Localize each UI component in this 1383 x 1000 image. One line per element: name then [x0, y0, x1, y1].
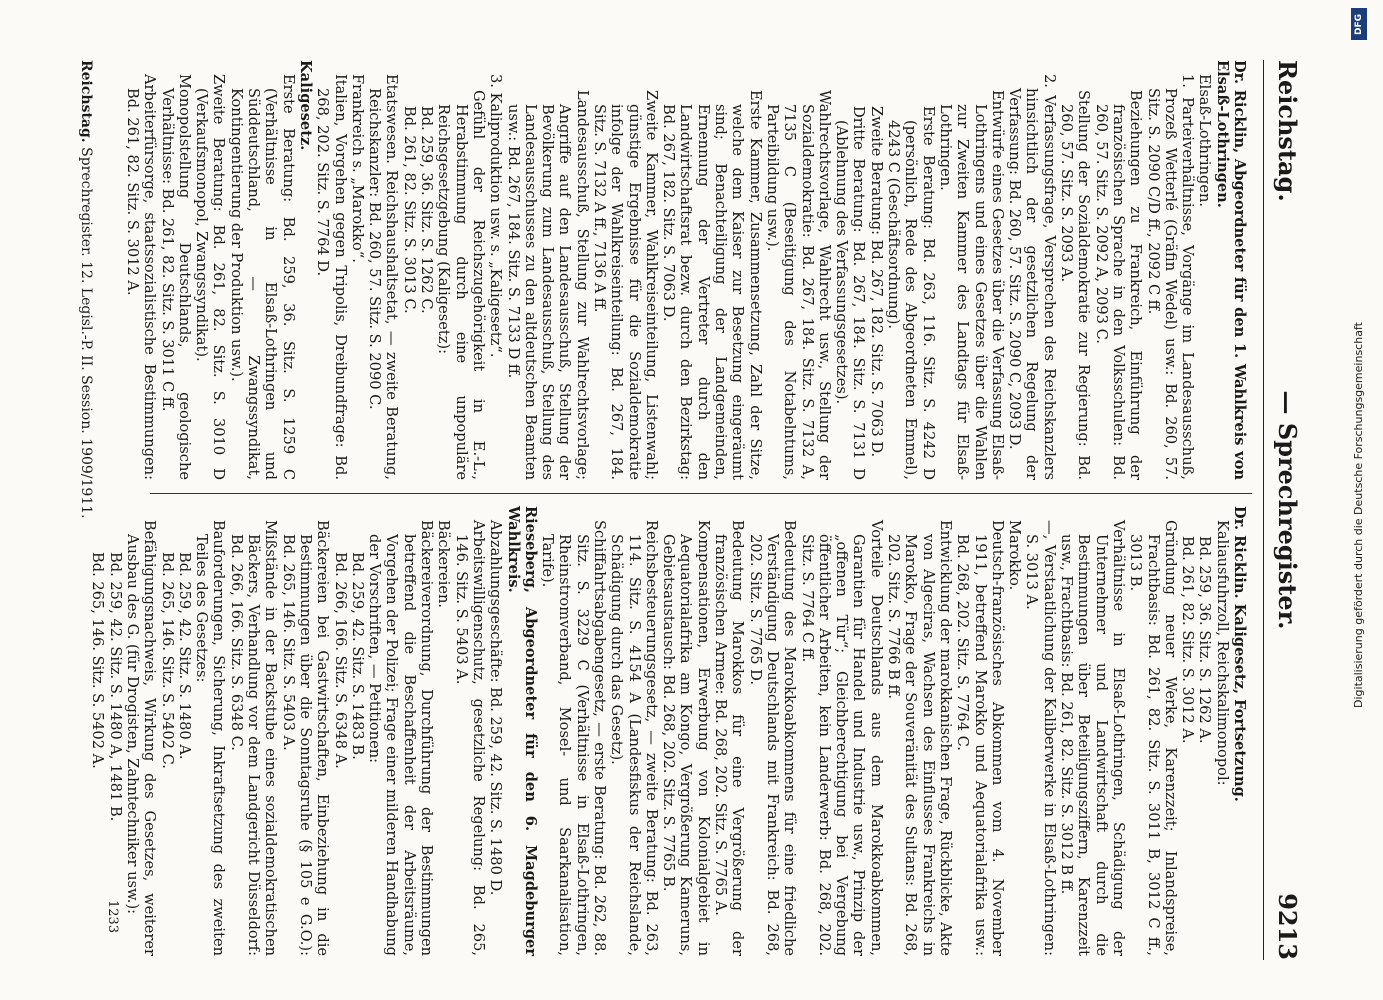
- register-entry: Reichsbesteuerungsgesetz, — zweite Beratung: Bd. 263, 114. Sitz. S. 4154 A (Landesfiskus der Reichslande, Schädigung durch das Gesetz).: [608, 520, 660, 956]
- register-entry: Bd. 265, 146. Sitz. S. 5402 C.: [158, 552, 176, 769]
- register-entry: Gründung neuer Werke, Karenzzeit; Inlandspreise, Frachtbasis: Bd. 261, 82. Sitz. S. 3011 B, 3012 C ff., 3013 B.: [1127, 520, 1179, 956]
- header-center: — Sprechregister.: [1273, 390, 1302, 630]
- register-entry: Erste Kammer, Zusammensetzung, Zahl der Sitze, welche dem Kaiser zur Besetzung eingeräumt sind; Benachteiligung der Landgemeinden, Ernennung der Vertreter durch den Landwirtschaftsrat bezw. durch den Bezirkstag: Bd. 267, 182. Sitz. S. 7063 D.: [660, 90, 764, 480]
- register-entry: Bd. 259, 36. Sitz. S. 1262 C.: [418, 106, 436, 314]
- register-entry: Italien, Vorgehen gegen Tripolis, Dreibundfrage: Bd. 268, 202. Sitz. S. 7764 D.: [314, 74, 349, 480]
- register-entry: Bd. 265, 146. Sitz. S. 5402 A.: [89, 552, 107, 769]
- register-entry: Bäckereiverordnung, Durchführung der Bestimmungen betreffend die Beschaffenheit der Arbeitsräume, Vorgehen der Polizei; Frage einer milderen Handhabung der Vorschriften, — Petitionen:: [366, 520, 436, 956]
- register-entry: Wahlrechtsvorlage, Wahlrecht usw., Stellung der Sozialdemokratie: Bd. 267, 184. Sitz. S. 7132 A, 7135 C (Beseitigung des Notabelntums, Parteibildung usw.).: [763, 90, 833, 480]
- register-entry: Monopolstellung Deutschlands, geologische Verhältnisse: Bd. 261, 82. Sitz. S. 3011 C ff.: [158, 74, 193, 480]
- footer-text: Sprechregister. 12. Legisl.-P. II. Session. 1909/1911.: [78, 147, 94, 519]
- register-entry: 1. Parteiverhältnisse, Vorgänge im Landesausschuß, Prozeß Wetterlé (Gräfin Wedel) usw.: Bd. 260, 57. Sitz. S. 2090 C/D ff., 2092 C ff.: [1144, 74, 1197, 480]
- register-entry: Bauforderungen, Sicherung, Inkraftsetzung des zweiten Teiles des Gesetzes:: [193, 520, 228, 956]
- page-header: [1262, 60, 1302, 960]
- register-entry: Bd. 266, 166. Sitz. S. 6348 A.: [331, 552, 349, 769]
- register-entry: Zweite Beratung: Bd. 261, 82. Sitz. S. 3010 D (Verkaufsmonopol, Zwangssyndikat).: [193, 74, 228, 480]
- register-entry: Entwicklung der marokkanischen Frage, Rückblicke, Akte von Algeciras, Wachsen des Einflusses Frankreichs in Marokko, Frage der Souveränität des Sultans: Bd. 268, 202. Sitz. S. 7766 B ff.: [885, 520, 954, 956]
- register-entry: Stellung der Sozialdemokratie zur Regierung: Bd. 260, 57. Sitz. S. 2093 A.: [1058, 90, 1093, 480]
- register-entry: Kaligesetz.: [296, 60, 314, 151]
- register-entry: Bd. 259, 42. Sitz. S. 1480 A.: [175, 552, 193, 760]
- register-entry: Beziehungen zu Frankreich, Einführung der französischen Sprache in den Volksschulen: Bd. 260, 57. Sitz. S. 2092 A, 2093 C.: [1092, 90, 1145, 480]
- register-entry: Abzahlungsgeschäfte: Bd. 259, 42. Sitz. S. 1480 D.: [487, 520, 505, 896]
- digitization-stamp: [1343, 0, 1383, 1000]
- register-entry: Arbeiterfürsorge, staatssozialistische Bestimmungen: Bd. 261, 82. Sitz. S. 3012 A.: [124, 74, 159, 480]
- register-entry: Rieseberg, Abgeordneter für den 6. Magdeburger Wahlkreis.: [504, 506, 539, 956]
- header-page-number: 9213: [1273, 893, 1302, 960]
- register-entry: Marokko.: [1006, 520, 1024, 591]
- register-entry: Bd. 259, 36. Sitz. S. 1262 A.: [1196, 536, 1214, 744]
- register-entry: Bäckereien.: [435, 520, 453, 609]
- register-entry: Etatswesen. Reichshaushaltsetat, — zweite Beratung, Reichskanzler: Bd. 260, 57. Sitz. S. 2090 C.: [366, 74, 401, 480]
- register-entry: Bedeutung des Marokkoabkommens für eine friedliche Verständigung Deutschlands mit Frankreich: Bd. 268, 202. Sitz. S. 7765 D.: [746, 520, 799, 956]
- register-entry: 2. Verfassungsfrage, Versprechen des Reichskanzlers hinsichtlich der gesetzlichen Regelung der Verfassung: Bd. 260, 57. Sitz. S. 2090 C, 2093 D.: [1006, 74, 1058, 480]
- right-column: [89, 506, 1248, 956]
- register-entry: Entwürfe eines Gesetzes über die Verfassung Elsaß-Lothringens und eines Gesetzes über die Wahlen zur Zweiten Kammer des Landtags für Elsaß-Lothringen.: [936, 90, 1006, 480]
- register-entry: Befähigungsnachweis, Wirkung des Gesetzes, weiterer Ausbau des G. (für Drogisten, Zahntechniker usw.):: [124, 520, 159, 956]
- register-entry: Verhältnisse in Elsaß-Lothringen, Schädigung der Unternehmer und Landwirtschaft durch die Bestimmungen über Beteiligungsziffern, Karenzzeit usw., Frachtbasis: Bd. 261, 82. Sitz. S. 3012 B ff.: [1058, 520, 1127, 956]
- register-entry: Erste Beratung: Bd. 263, 116. Sitz. S. 4242 D (persönlich, Rede des Abgeordneten Emmel), 4243 C (Geschäftsordnung).: [885, 106, 937, 480]
- register-entry: Dr. Ricklin. Kaligesetz, Fortsetzung.: [1231, 506, 1248, 802]
- register-entry: Bd. 261, 82. Sitz. S. 3012 A.: [1179, 536, 1197, 744]
- register-entry: Schiffahrtsabgabengesetz, — erste Beratung: Bd. 262, 88. Sitz. S. 3229 C (Verhältnisse in Elsaß-Lothringen, Rheinstromverband, Mosel- und Saarkanalisation, Tarife).: [539, 520, 609, 956]
- register-entry: Bd. 259, 42. Sitz. S. 1483 B.: [348, 552, 366, 760]
- register-entry: Bäckereien bei Gastwirtschaften, Einbeziehung in die Bestimmungen über die Sonntagsruhe (§ 105 e G.O.): Bd. 265, 146. Sitz. S. 5403 A.: [279, 520, 332, 956]
- register-entry: Bd. 261, 82. Sitz. S. 3013 C.: [400, 106, 418, 314]
- register-entry: Arbeitswilligenschutz, gesetzliche Regelung: Bd. 265, 146. Sitz. S. 5403 A.: [452, 520, 487, 956]
- register-entry: Mißstände in der Backstube eines sozialdemokratischen Bäckers, Verhandlung vor dem Landgericht Düsseldorf: Bd. 266, 166. Sitz. S. 6348 C.: [227, 520, 280, 956]
- register-entry: Erste Beratung: Bd. 259, 36. Sitz. S. 1259 C (Verhältnisse in Elsaß-Lothringen und Süddeutschland, — Zwangssyndikat, Kontingentierung der Produktion usw.).: [227, 74, 297, 480]
- register-entry: Elsaß-Lothringen.: [1196, 74, 1214, 207]
- register-entry: Bedeutung Marokkos für eine Vergrößerung der französischen Armee: Bd. 268, 202. Sitz. S. 7765 A.: [712, 520, 747, 956]
- register-entry: Bd. 259, 42. Sitz. S. 1480 A, 1481 B.: [106, 552, 124, 822]
- register-entry: Kompensationen, Erwerbung von Kolonialgebiet in Aequatorialafrika am Kongo, Vergrößerung Kameruns, Gebietsaustausch: Bd. 268, 202. Sitz. S. 7765 B.: [660, 520, 712, 956]
- header-left: Reichstag.: [1273, 60, 1302, 202]
- column-divider: [150, 493, 1252, 494]
- stamp-text: Digitalisierung gefördert durch die Deutsche Forschungsgemeinschaft: [1352, 322, 1365, 708]
- left-column: [124, 60, 1248, 480]
- register-entry: Zweite Kammer, Wahlkreiseinteilung, Listenwahl; günstige Ergebnisse für die Sozialdemokratie infolge der Wahlkreiseinteilung: Bd. 267, 184. Sitz. S. 7132 A ff., 7136 A ff.: [591, 90, 660, 480]
- header-rule: [1263, 60, 1264, 960]
- sheet-number: 1233: [105, 900, 120, 934]
- register-entry: Deutsch-französisches Abkommen vom 4. November 1911, betreffend Marokko und Aequatorialafrika usw.: Bd. 268, 202. Sitz. S. 7764 C.: [954, 520, 1006, 956]
- register-entry: Gefühl der Reichszugehörigkeit in E.-L., Herabstimmung durch eine unpopuläre Reichsgesetzgebung (Kaligesetz):: [435, 90, 487, 480]
- footer-label: Reichstag.: [78, 60, 94, 143]
- register-entry: —, Verstaatlichung der Kaliberwerke in Elsaß-Lothringen: S. 3013 A.: [1023, 520, 1058, 956]
- register-entry: Dr. Ricklin, Abgeordneter für den 1. Wahlkreis von Elsaß-Lothringen.: [1213, 60, 1248, 480]
- page-footer: [78, 60, 94, 519]
- register-entry: Dritte Beratung: Bd. 267, 184. Sitz. S. 7131 D (Ablehnung des Verfassungsgesetzes).: [833, 106, 868, 480]
- dfg-logo: DFG: [1351, 8, 1367, 40]
- register-entry: Landesausschuß, Stellung zur Wahlrechtsvorlage; Angriffe auf den Landesausschuß, Stellung der Bevölkerung zum Landesausschuß, Stellung des Landesausschusses zu den altdeutschen Beamten usw.: Bd. 267, 184. Sitz. S. 7133 D ff.: [504, 90, 591, 480]
- register-entry: 3. Kaliproduktion usw. s. „Kaligesetz“.: [487, 74, 505, 358]
- register-entry: Kaliausfuhrzoll, Reichskalimonopol:: [1213, 520, 1231, 786]
- register-entry: Frankreich s. „Marokko“.: [348, 74, 366, 263]
- register-entry: Vorteile Deutschlands aus dem Marokkoabkommen, Garantien für Handel und Industrie usw., Prinzip der „offenen Tür“; Gleichberechtigung bei Vergebung öffentlicher Arbeiten, kein Landerwerb: Bd. 268, 202. Sitz. S. 7764 C ff.: [798, 520, 885, 956]
- register-entry: Zweite Beratung: Bd. 267, 182. Sitz. S. 7063 D.: [867, 106, 885, 458]
